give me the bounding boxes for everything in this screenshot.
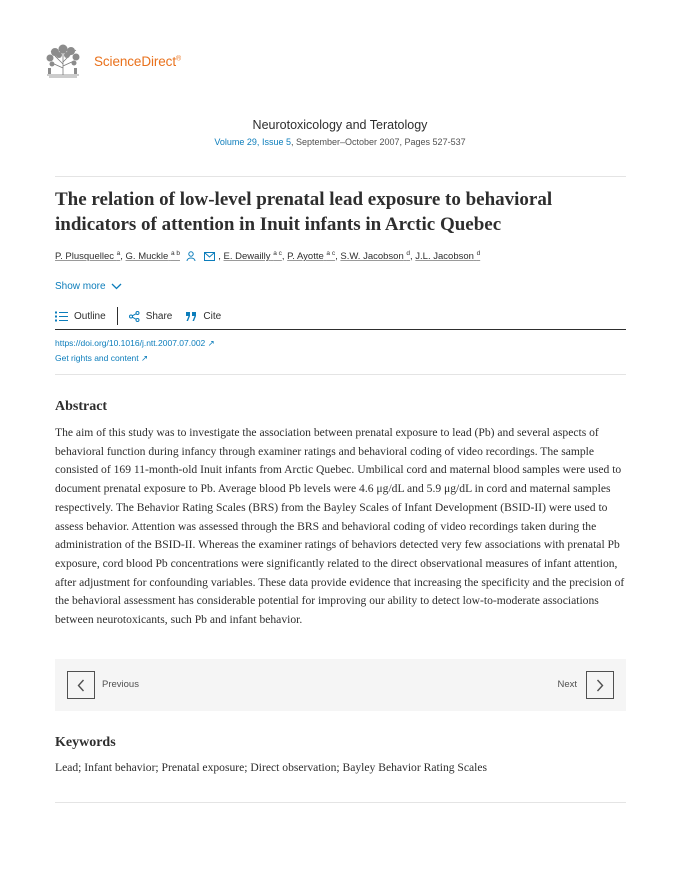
share-label: Share [145,310,173,322]
person-icon[interactable] [186,251,196,261]
outline-label: Outline [74,310,106,322]
share-icon [129,311,140,322]
article-title: The relation of low-level prenatal lead exposure to behavioral indicators of attention in Inuit infants in Arctic Quebec [55,189,553,235]
publisher-name: ScienceDirect® [94,53,182,69]
author-link[interactable]: S.W. Jacobson $^d$ [340,250,411,263]
header-divider [55,176,626,177]
author-link[interactable]: J.L. Jacobson $^d$ [415,250,481,263]
issue-date-pages: , September–October 2007, Pages 527-537 [290,137,466,147]
previous-button[interactable] [67,671,95,699]
next-button[interactable] [586,671,614,699]
keywords-heading: Keywords [55,735,116,750]
envelope-icon[interactable] [204,252,215,261]
abstract-text: The aim of this study was to investigate the association between prenatal exposure to lead (Pb) and several aspects of behavioral function during infancy through examiner ratings and behavioral coding of video recordings. The sample consisted of 169 11-month-old Inuit infants from Arctic Quebec. Umbilical cord and maternal blood samples were used to document prenatal exposure to Pb. Average blood Pb levels were 4.6 μg/dL and 5.9 μg/dL in cord and maternal samples respectively. The Behavior Rating Scales (BRS) from the Bayley Scales of Infant Development (BSID-II) were used to assess behavior. Attention was assessed through the BRS and behavioral coding of video recordings taken during the administration of the BSID-II. Whereas the examiner ratings of behaviors detected very few associations with prenatal Pb exposure, cord blood Pb concentrations were significantly related to the direct observational measures of infant attention, after adjustment for confounding variables. These data provide evidence that increasing the specificity and the precision of the behavioral assessment has considerable potential for improving our ability to detect low-to-moderate associations between neurotoxicants, such Pb and infant behavior. [55,426,625,627]
toolbar-divider [55,329,626,330]
author-link[interactable]: P. Plusquellec $^a$ [55,250,121,263]
author-link[interactable]: G. Muckle $^{a b}$ [125,250,180,263]
chevron-down-icon [111,283,122,290]
external-link-icon: ↗ [207,338,215,348]
list-icon [55,311,68,322]
share-button[interactable] [129,311,173,322]
publisher-logo[interactable] [43,44,181,78]
abstract-heading: Abstract [55,399,108,414]
author-link[interactable]: E. Dewailly $^{a c}$ [223,250,282,263]
meta-divider [55,374,626,375]
chevron-left-icon [77,679,85,692]
chevron-right-icon [596,679,604,692]
external-link-icon: ↗ [141,353,149,363]
doi-link[interactable]: https://doi.org/10.1016/j.ntt.2007.07.002 ↗ [55,338,215,348]
quote-icon [186,312,197,321]
previous-label[interactable]: Previous [102,679,139,690]
author-list: P. Plusquellec $^a$, G. Muckle $^{a b}$ , E. Dewailly $^{a c}$, P. Ayotte $^{a c}$, S.W. Jacobson $^d$, J.L. Jacobson $^d$ [55,250,481,263]
keywords-list: Lead; Infant behavior; Prenatal exposure; Direct observation; Bayley Behavior Rating Scales [55,761,488,774]
cite-label: Cite [203,310,222,322]
journal-title[interactable]: Neurotoxicology and Teratology [252,118,428,132]
toolbar-separator [117,307,118,325]
next-label[interactable]: Next [557,679,577,690]
issue-link[interactable]: Volume 29, Issue 5 [214,137,291,147]
author-link[interactable]: P. Ayotte $^{a c}$ [287,250,336,263]
show-more-button[interactable] [55,281,122,292]
article-toolbar [55,306,221,326]
issue-info [0,137,680,147]
show-more-label: Show more [55,281,106,292]
article-navigation [55,659,626,711]
rights-link[interactable]: Get rights and content ↗ [55,353,149,363]
elsevier-tree-logo-icon [43,44,83,78]
outline-button[interactable] [55,311,106,322]
footer-divider [55,802,626,803]
cite-button[interactable] [186,311,221,322]
